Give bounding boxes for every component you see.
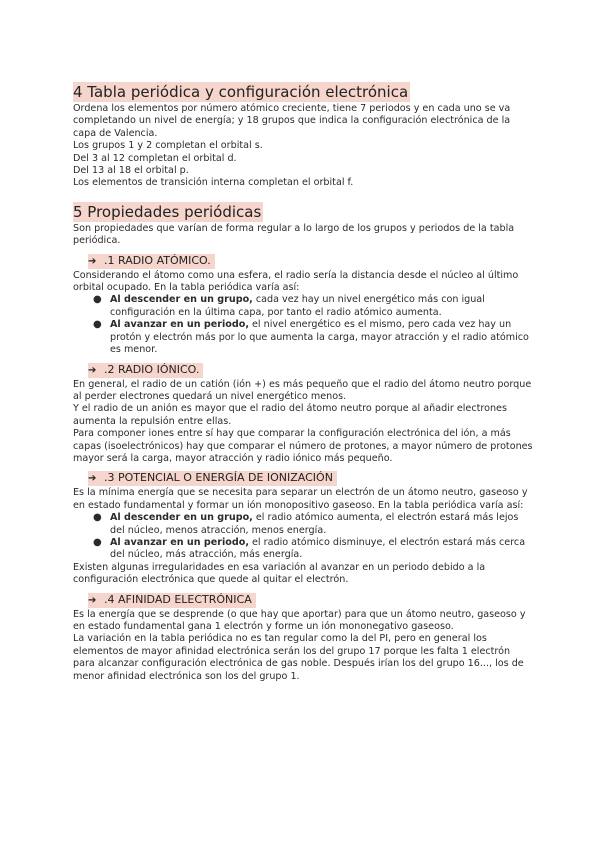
- section-4-title: 4 Tabla periódica y configuración electrónica: [73, 83, 409, 101]
- subsection-3-heading-wrap: [73, 466, 533, 486]
- subsection-4-title: .4 AFINIDAD ELECTRÓNICA: [104, 592, 252, 606]
- list-item: [93, 512, 533, 537]
- section-5-title: 5 Propiedades periódicas: [73, 202, 262, 221]
- bullet-bold-lead: Al descender en un grupo,: [110, 512, 253, 524]
- bullet-bold-lead: Al avanzar en un periodo,: [110, 536, 249, 548]
- section-4-paragraph: Ordena los elementos por número atómico creciente, tiene 7 periodos y en cada uno se va completando un nivel de energía; y 18 grupos que indica la configuración electrónica de la capa de Valencia.: [73, 103, 511, 139]
- subsection-4-paragraph: La variación en la tabla periódica no es tan regular como la del PI, pero en general los elementos de mayor afinidad electrónica serán los del grupo 17 porque les falta 1 electrón para alcanzar configuración electrónica de gas noble. Después irían los del grupo 16..., los de menor afinidad electrónica son los del grupo 1.: [73, 633, 524, 682]
- subsection-1-title: .1 RADIO ATÓMICO.: [104, 253, 211, 267]
- subsection-2-title: .2 RADIO IÓNICO.: [104, 362, 200, 376]
- arrow-icon: ➔: [88, 473, 97, 485]
- bullet-text: cada vez hay un nivel energético más con igual configuración en la última capa, por tanto el radio atómico aumenta.: [110, 294, 485, 318]
- arrow-icon: ➔: [88, 255, 97, 267]
- bullet-bold-lead: Al avanzar en un periodo,: [110, 319, 249, 331]
- section-5-heading-wrap: [73, 202, 533, 222]
- subsection-2-paragraph: En general, el radio de un catión (ión +) es más pequeño que el radio del átomo neutro porque al perder electrones quedará un nivel energético menos.: [73, 378, 532, 402]
- subsection-2-heading: [88, 363, 203, 378]
- bullet-icon: ●: [93, 512, 102, 524]
- arrow-icon: ➔: [88, 364, 97, 376]
- subsection-4-paragraph: Es la energía que se desprende (o que hay que aportar) para que un átomo neutro, gaseoso y en estado fundamental gana 1 electrón y forme un ión mononegativo gaseoso.: [73, 608, 526, 632]
- subsection-3-title: .3 POTENCIAL O ENERGÍA DE IONIZACIÓN: [104, 471, 333, 485]
- document-content: [73, 82, 533, 683]
- bullet-icon: ●: [93, 294, 102, 306]
- bullet-icon: ●: [93, 536, 102, 548]
- section-4-heading-wrap: [73, 82, 533, 102]
- subsection-1-bullet-list: [73, 294, 533, 356]
- bullet-text: el radio atómico disminuye, el electrón estará más cerca del núcleo, más atracción, más energía.: [110, 536, 526, 561]
- subsection-1-heading-wrap: [73, 249, 533, 269]
- subsection-2-heading-wrap: [73, 358, 533, 378]
- arrow-icon: ➔: [88, 594, 97, 606]
- list-item: [93, 319, 533, 356]
- section-4-line: Del 3 al 12 completan el orbital d.: [73, 152, 237, 164]
- subsection-4-heading-wrap: [73, 588, 533, 608]
- subsection-1-heading: [88, 254, 215, 269]
- subsection-2-paragraph: Y el radio de un anión es mayor que el radio del átomo neutro porque al añadir electrones aumenta la repulsión entre ellas.: [73, 403, 507, 427]
- bullet-text: el radio atómico aumenta, el electrón estará más lejos del núcleo, menos atracción, menos energía.: [110, 512, 519, 536]
- subsection-3-heading: [88, 471, 337, 486]
- subsection-3-paragraph: Existen algunas irregularidades en esa variación al avanzar en un periodo debido a la configuración electrónica que quede al quitar el electrón.: [73, 561, 486, 586]
- list-item: [93, 537, 533, 562]
- bullet-bold-lead: Al descender en un grupo,: [110, 294, 253, 306]
- subsection-2-paragraph: Para componer iones entre sí hay que comparar la configuración electrónica del ión, a más capas (isoelectrónicos) hay que comparar el número de protones, a mayor número de protones mayor será la carga, mayor atracción y radio iónico más pequeño.: [73, 428, 533, 464]
- section-4-line: Los elementos de transición interna completan el orbital f.: [73, 177, 354, 189]
- bullet-icon: ●: [93, 319, 102, 331]
- section-4-line: Del 13 al 18 el orbital p.: [73, 165, 189, 177]
- list-item: [93, 294, 533, 319]
- bullet-text: el nivel energético es el mismo, pero cada vez hay un protón y electrón más por lo que aumenta la carga, mayor atracción y el radio atómico es menor.: [110, 319, 529, 356]
- section-4-line: Los grupos 1 y 2 completan el orbital s.: [73, 140, 263, 152]
- section-5-intro: Son propiedades que varían de forma regular a lo largo de los grupos y periodos de la tabla periódica.: [73, 222, 515, 247]
- subsection-1-paragraph: Considerando el átomo como una esfera, el radio sería la distancia desde el núcleo al último orbital ocupado. En la tabla periódica varía así:: [73, 269, 519, 294]
- subsection-4-heading: [88, 593, 256, 608]
- subsection-3-paragraph: Es la mínima energía que se necesita para separar un electrón de un átomo neutro, gaseoso y en estado fundamental y formar un ión monopositivo gaseoso. En la tabla periódica varía así:: [73, 487, 528, 511]
- subsection-3-bullet-list: [73, 512, 533, 562]
